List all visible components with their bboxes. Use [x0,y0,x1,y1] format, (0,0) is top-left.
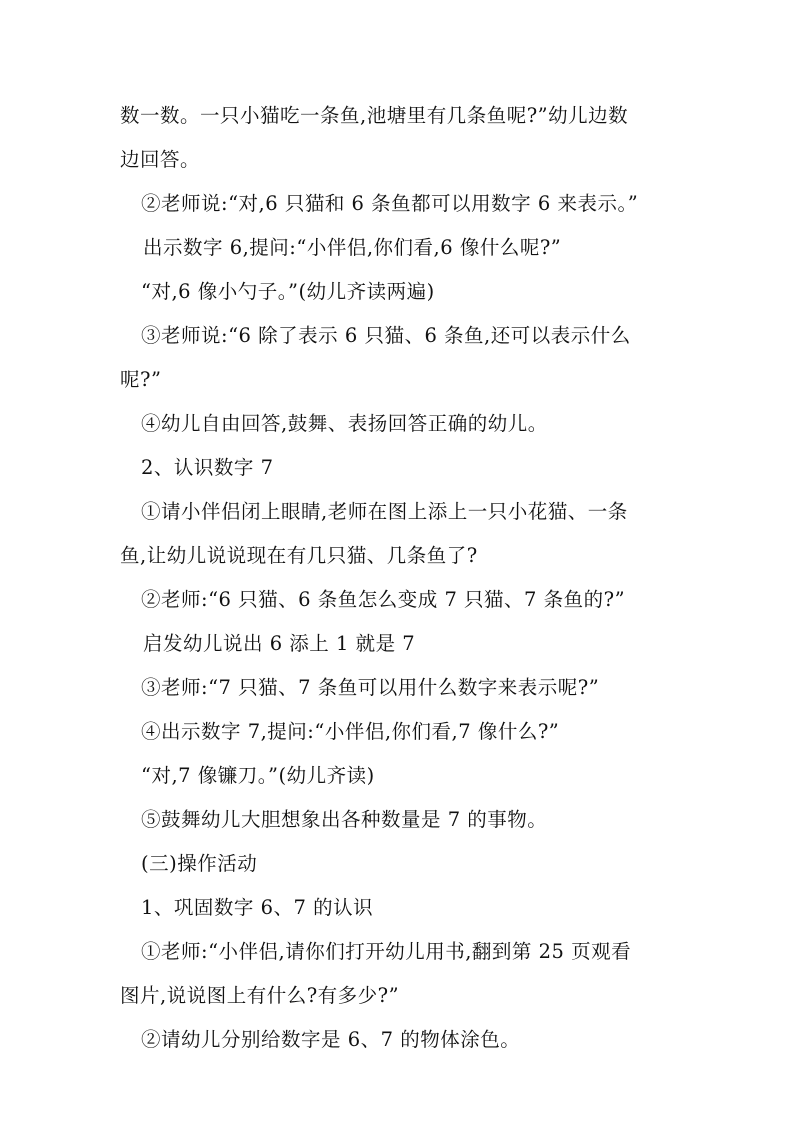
text-line: ①老师:“小伴侣,请你们打开幼儿用书,翻到第 25 页观看 [141,940,632,963]
text-line: ②老师:“6 只猫、6 条鱼怎么变成 7 只猫、7 条鱼的?” [141,588,626,611]
text-line: 出示数字 6,提问:“小伴侣,你们看,6 像什么呢?” [143,236,562,259]
text-line: (三)操作活动 [141,852,258,875]
text-line: ③老师说:“6 除了表示 6 只猫、6 条鱼,还可以表示什么 [141,324,631,347]
text-line: ⑤鼓舞幼儿大胆想象出各种数量是 7 的事物。 [141,808,548,831]
text-line: 鱼,让幼儿说说现在有几只猫、几条鱼了? [120,544,478,567]
text-line: 图片,说说图上有什么?有多少?” [120,984,400,1007]
text-line: 边回答。 [120,148,201,171]
text-line: ②老师说:“对,6 只猫和 6 条鱼都可以用数字 6 来表示。” [141,192,639,215]
text-line: 启发幼儿说出 6 添上 1 就是 7 [143,632,416,655]
text-line: “对,7 像镰刀。”(幼儿齐读) [141,764,375,787]
text-line: ①请小伴侣闭上眼睛,老师在图上添上一只小花猫、一条 [141,500,628,523]
text-line: 1、巩固数字 6、7 的认识 [141,896,374,919]
text-line: 2、认识数字 7 [141,456,274,479]
text-line: 数一数。一只小猫吃一条鱼,池塘里有几条鱼呢?”幼儿边数 [120,104,629,127]
text-line: 呢?” [120,368,162,391]
text-line: “对,6 像小勺子。”(幼儿齐读两遍) [141,280,435,303]
text-line: ④幼儿自由回答,鼓舞、表扬回答正确的幼儿。 [141,412,548,435]
text-line: ③老师:“7 只猫、7 条鱼可以用什么数字来表示呢?” [141,676,600,699]
text-line: ②请幼儿分别给数字是 6、7 的物体涂色。 [141,1028,521,1051]
text-line: ④出示数字 7,提问:“小伴侣,你们看,7 像什么?” [141,720,560,743]
